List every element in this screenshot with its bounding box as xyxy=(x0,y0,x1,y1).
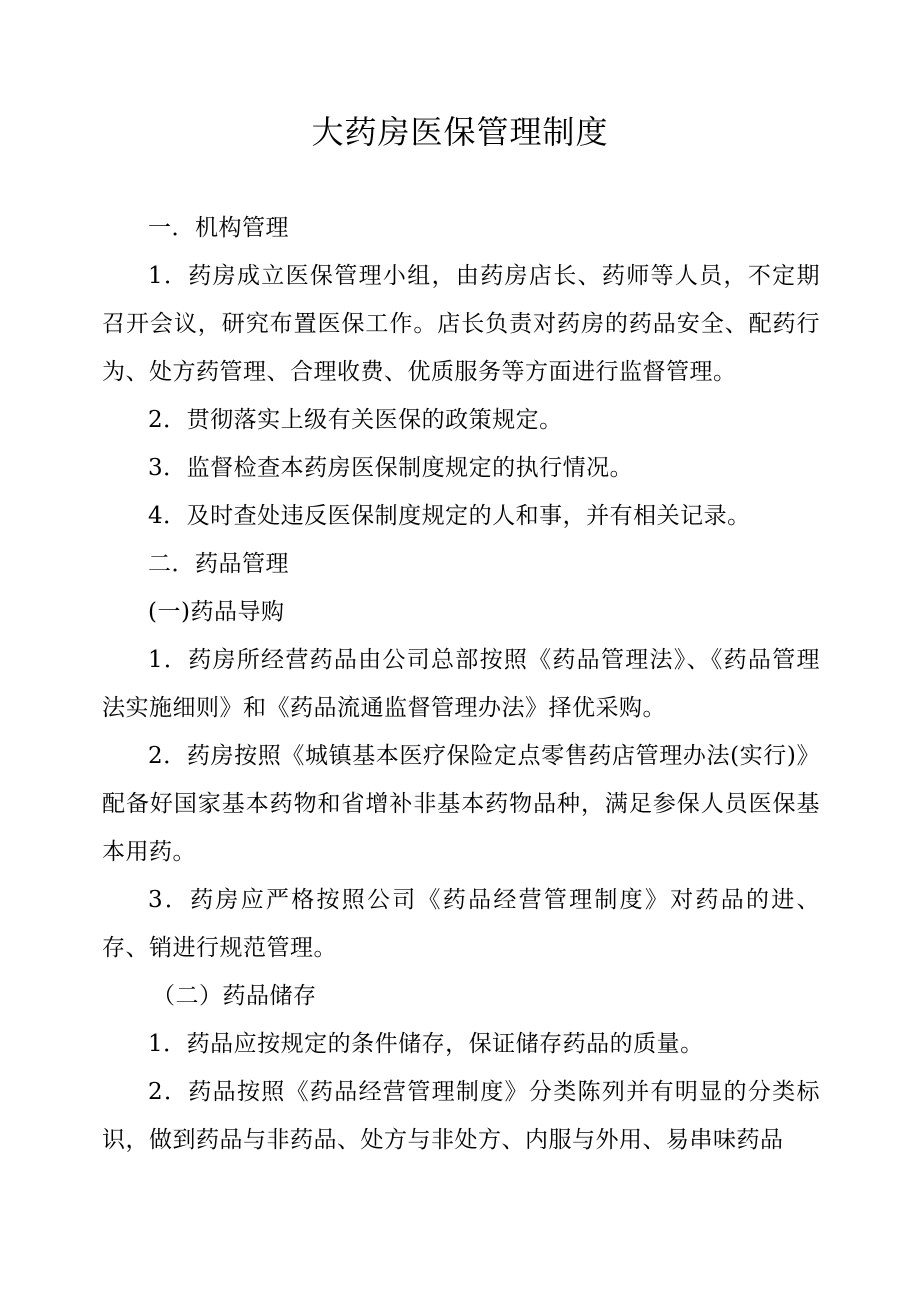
section-heading-organization: 一．机构管理 xyxy=(148,215,289,241)
paragraph: 1．药品应按规定的条件储存，保证储存药品的质量。 xyxy=(148,1031,704,1057)
paragraph: 2．贯彻落实上级有关医保的政策规定。 xyxy=(148,407,563,433)
document-body xyxy=(102,204,820,1164)
paragraph: 2．药房按照《城镇基本医疗保险定点零售药店管理办法(实行)》配备好国家基本药物和省增补非基本药物品种，满足参保人员医保基本用药。 xyxy=(102,743,820,865)
document-title: 大药房医保管理制度 xyxy=(311,113,609,151)
subsection-heading-drug-guidance: (一)药品导购 xyxy=(148,599,285,625)
paragraph: 2．药品按照《药品经营管理制度》分类陈列并有明显的分类标识，做到药品与非药品、处方与非处方、内服与外用、易串味药品 xyxy=(102,1079,820,1153)
section-heading-drug-management: 二．药品管理 xyxy=(148,551,289,577)
paragraph: 3．监督检查本药房医保制度规定的执行情况。 xyxy=(148,455,634,481)
subsection-heading-drug-storage: （二）药品储存 xyxy=(152,983,317,1009)
paragraph: 3．药房应严格按照公司《药品经营管理制度》对药品的进、存、销进行规范管理。 xyxy=(102,887,820,961)
paragraph: 1．药房所经营药品由公司总部按照《药品管理法》、《药品管理法实施细则》和《药品流通监督管理办法》择优采购。 xyxy=(102,647,820,721)
paragraph: 4．及时查处违反医保制度规定的人和事，并有相关记录。 xyxy=(148,503,751,529)
paragraph: 1．药房成立医保管理小组，由药房店长、药师等人员，不定期召开会议，研究布置医保工作。店长负责对药房的药品安全、配药行为、处方药管理、合理收费、优质服务等方面进行监督管理。 xyxy=(102,263,820,385)
